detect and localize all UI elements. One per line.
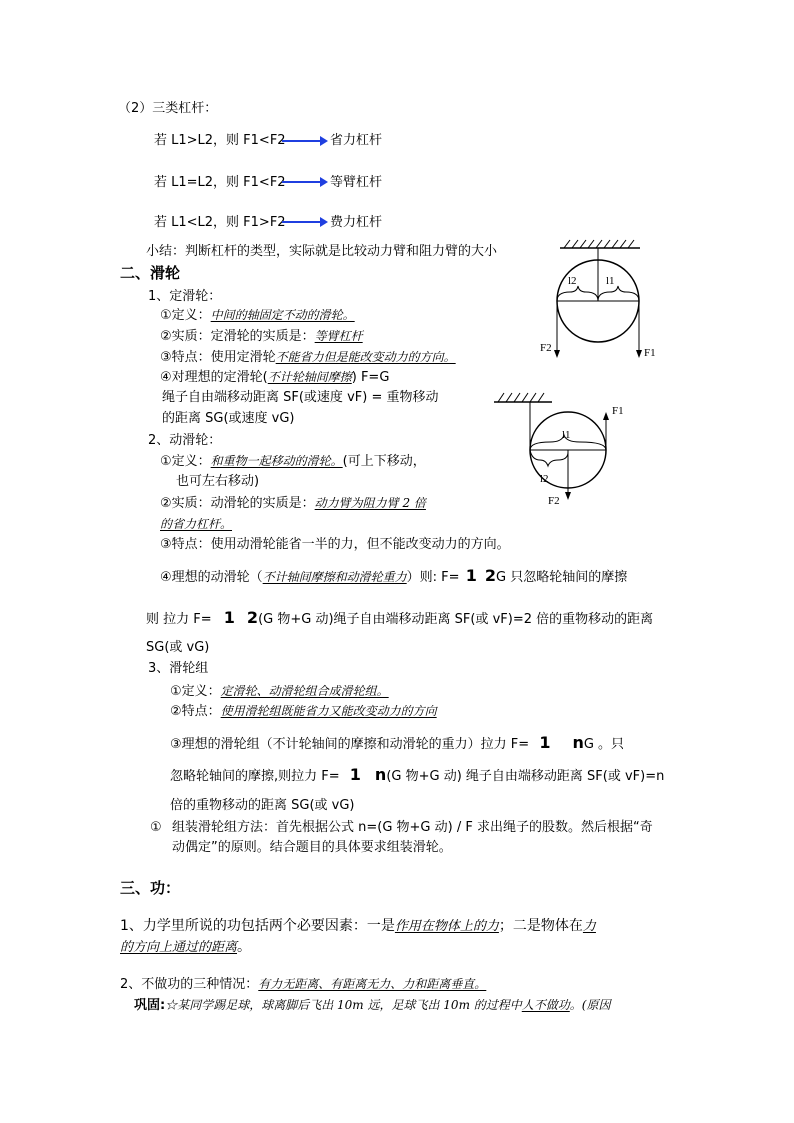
work-p2: 2、不做功的三种情况：有力无距离、有距离无力、力和距离垂直。: [120, 977, 487, 992]
pulley-group-ideal: ③理想的滑轮组（不计轮轴间的摩擦和动滑轮的重力）拉力 F= 1 nG 。只: [170, 733, 625, 752]
fig2-f2-label: F2: [548, 495, 560, 507]
work-heading: 三、功：: [120, 879, 181, 897]
fig1-l2-label: l2: [568, 275, 577, 287]
lever-row-1-cond: 若 L1>L2，则 F1<F2: [154, 133, 286, 148]
pulley-group-title: 3、滑轮组: [148, 661, 209, 676]
work-p3: 巩固:☆某同学踢足球，球离脚后飞出 10m 远，足球飞出 10m 的过程中人不做功。(原因: [134, 998, 611, 1013]
movable-pulley-essence-line2: 的省力杠杆。: [160, 517, 233, 531]
movable-pulley-ideal-line2: 则 拉力 F= 1 2(G 物+G 动)绳子自由端移动距离 SF(或 vF)=2 倍的重物移动的距离: [146, 608, 654, 627]
lever-row-3-result: 费力杠杆: [330, 215, 383, 230]
fixed-pulley-ideal-line3: 的距离 SG(或速度 vG): [162, 411, 295, 426]
lever-row-2-cond: 若 L1=L2，则 F1<F2: [154, 175, 286, 190]
arrow-right-icon: [282, 175, 328, 189]
movable-pulley-diagram: [490, 388, 630, 514]
fig1-l1-label: l1: [606, 275, 615, 287]
pulley-group-feature: ②特点：使用滑轮组既能省力又能改变动力的方向: [170, 704, 437, 719]
fixed-pulley-definition: ①定义：中间的轴固定不动的滑轮。: [160, 308, 355, 323]
lever-row-3-cond: 若 L1<L2，则 F1>F2: [154, 215, 286, 230]
fig1-f2-label: F2: [540, 342, 552, 354]
fig2-f1-label: F1: [612, 405, 624, 417]
assemble-method-line1: 组装滑轮组方法：首先根据公式 n=(G 物+G 动) / F 求出绳子的股数。然后根据“奇: [172, 820, 653, 835]
lever-row-1-result: 省力杠杆: [330, 133, 383, 148]
fixed-pulley-ideal: ④对理想的定滑轮(不计轮轴间摩擦) F=G: [160, 370, 390, 385]
fixed-pulley-ideal-line2: 绳子自由端移动距离 SF(或速度 vF) = 重物移动: [162, 390, 439, 405]
movable-pulley-definition-line2: 也可左右移动): [176, 474, 260, 489]
fixed-pulley-essence: ②实质：定滑轮的实质是：等臂杠杆: [160, 329, 363, 344]
movable-pulley-feature: ③特点：使用动滑轮能省一半的力，但不能改变动力的方向。: [160, 537, 510, 552]
arrow-right-icon: [282, 134, 328, 148]
lever-summary: 小结：判断杠杆的类型，实际就是比较动力臂和阻力臂的大小: [146, 244, 498, 259]
pulley-group-definition: ①定义：定滑轮、动滑轮组合成滑轮组。: [170, 684, 389, 699]
movable-pulley-ideal: ④理想的动滑轮（不计轴间摩擦和动滑轮重力）则: F= 1 2G 只忽略轮轴间的摩擦: [160, 566, 628, 585]
ceiling-hatch: [494, 393, 552, 402]
movable-pulley-title: 2、动滑轮：: [148, 433, 222, 448]
fig1-f1-label: F1: [644, 347, 656, 359]
arrow-right-icon: [282, 215, 328, 229]
movable-pulley-definition: ①定义：和重物一起移动的滑轮。(可上下移动，: [160, 454, 426, 469]
assemble-marker: ①: [150, 820, 162, 835]
movable-pulley-ideal-line3: SG(或 vG): [146, 640, 210, 655]
assemble-method-line2: 动偶定”的原则。结合题目的具体要求组装滑轮。: [172, 840, 452, 855]
fig2-l1-label: l1: [562, 429, 571, 441]
movable-pulley-essence: ②实质：动滑轮的实质是：动力臂为阻力臂 2 倍: [160, 496, 426, 511]
pulley-group-ideal-line3: 倍的重物移动的距离 SG(或 vG): [170, 798, 355, 813]
pulley-group-ideal-line2: 忽略轮轴间的摩擦,则拉力 F= 1 n(G 物+G 动) 绳子自由端移动距离 SF(或 vF)=n: [170, 765, 665, 784]
fixed-pulley-diagram: [540, 236, 670, 366]
fixed-pulley-feature: ③特点：使用定滑轮不能省力但是能改变动力的方向。: [160, 350, 456, 365]
work-p1-line1: 1、力学里所说的功包括两个必要因素：一是作用在物体上的力；二是物体在力: [120, 918, 596, 934]
lever-heading: （2）三类杠杆：: [118, 101, 218, 116]
pulley-heading: 二、滑轮: [120, 264, 181, 282]
lever-row-2-result: 等臂杠杆: [330, 175, 383, 190]
fig2-l2-label: l2: [540, 473, 549, 485]
fixed-pulley-title: 1、定滑轮：: [148, 289, 222, 304]
work-p1-line2: 的方向上通过的距离。: [120, 939, 252, 955]
ceiling-hatch: [560, 240, 640, 248]
